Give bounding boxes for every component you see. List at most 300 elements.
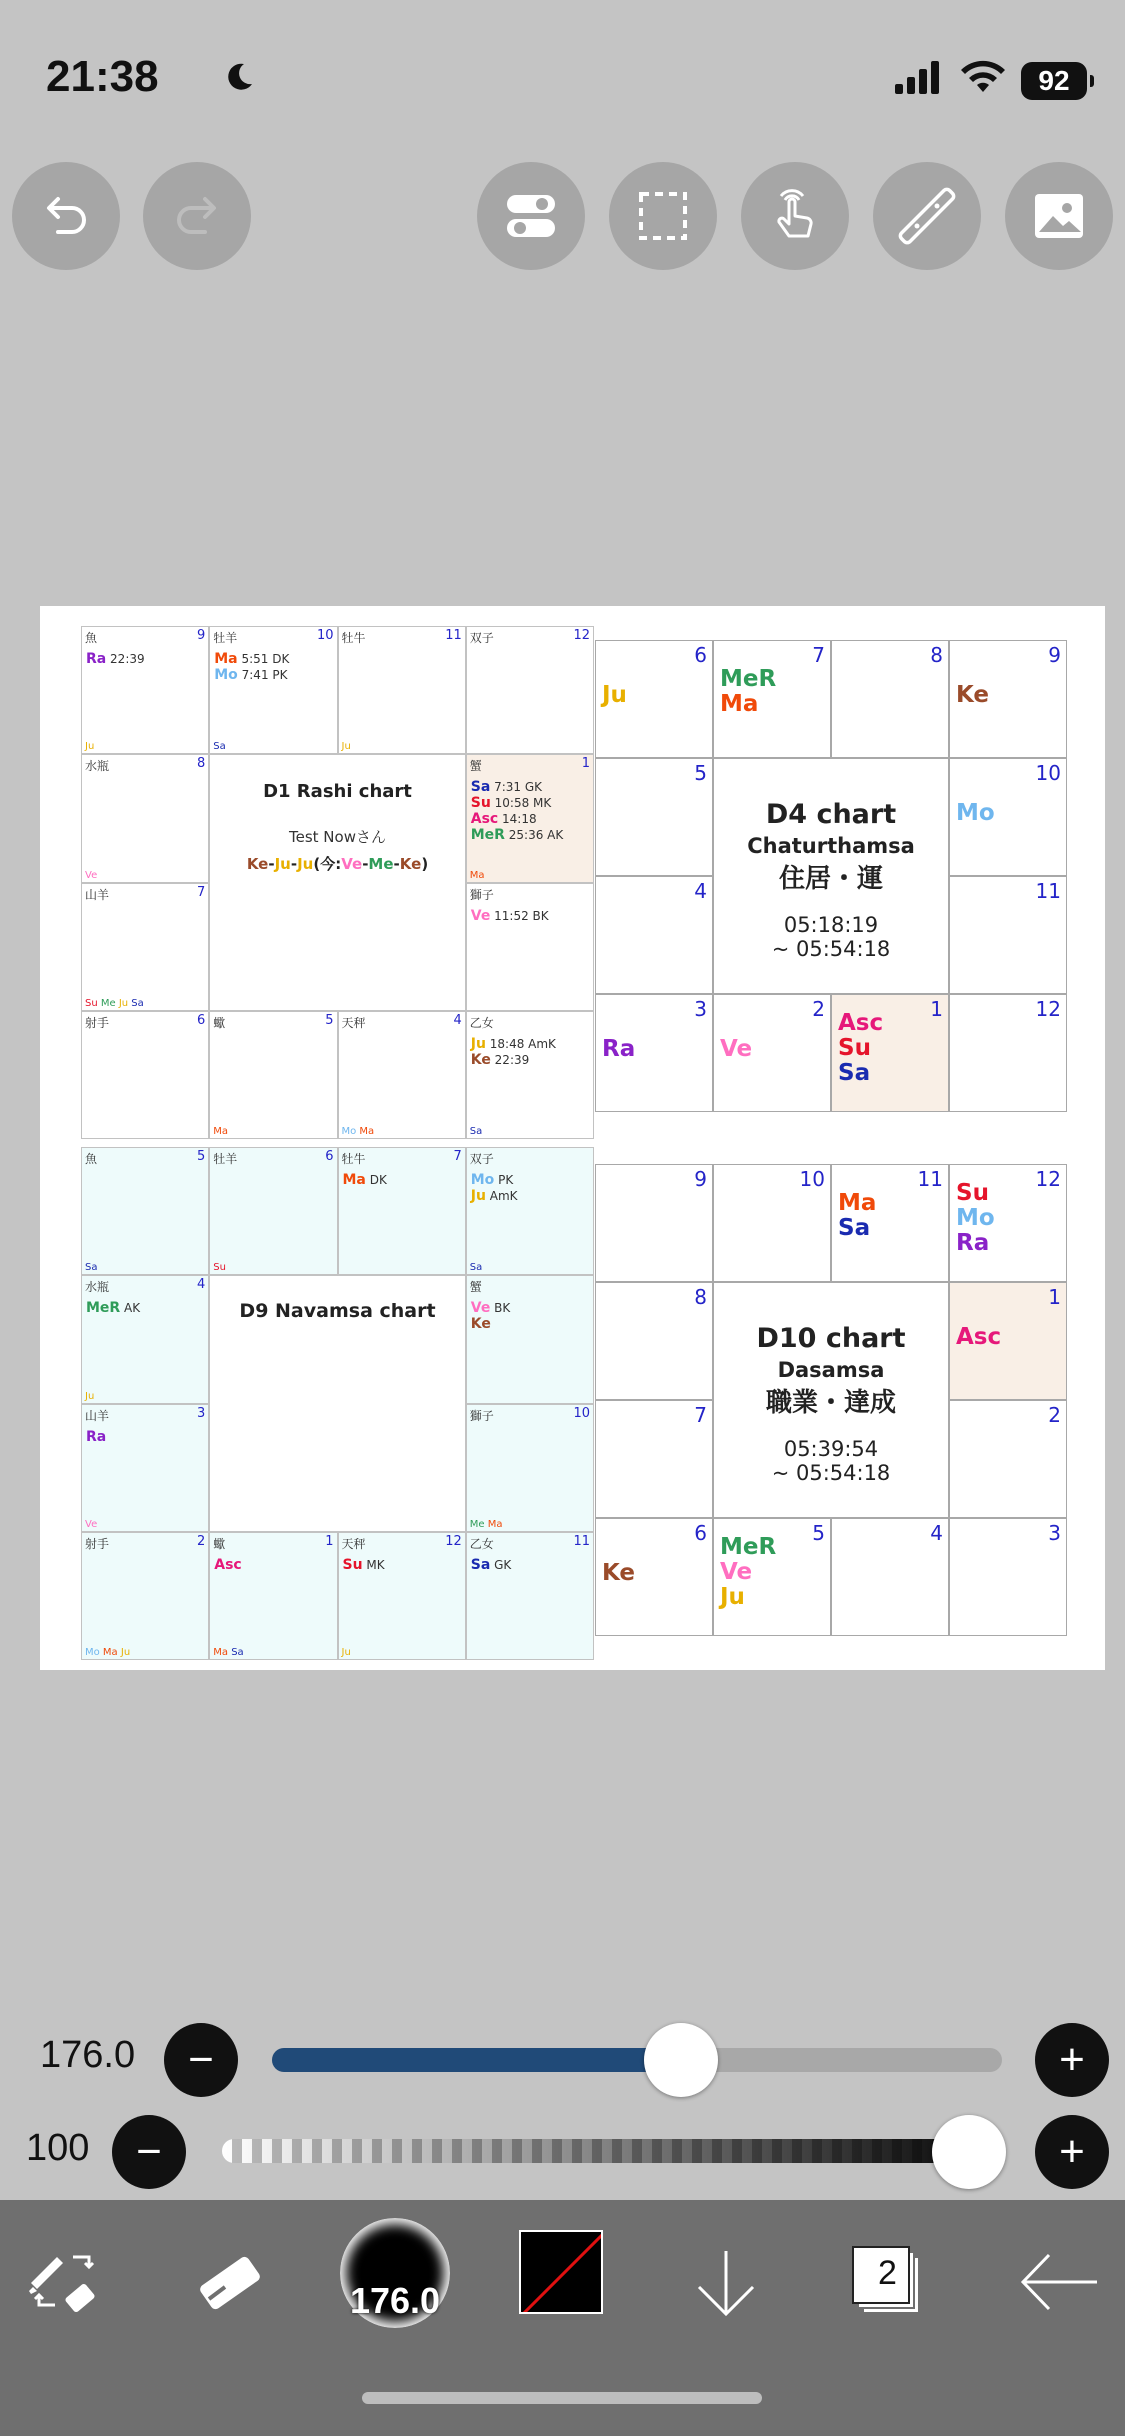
aspect-list bbox=[85, 1519, 97, 1530]
d10-center bbox=[713, 1282, 949, 1518]
planet-list bbox=[602, 683, 627, 708]
dasha-segment: Ju bbox=[297, 855, 314, 874]
sign-label: 獅子 bbox=[469, 887, 494, 902]
aspect-abbrev: Su bbox=[213, 1262, 226, 1274]
planet-degree: 22:39 bbox=[106, 652, 145, 666]
planet-abbrev: Ju bbox=[602, 682, 627, 708]
aspect-list bbox=[85, 1391, 94, 1402]
planet-entry bbox=[471, 1052, 556, 1068]
planet-abbrev: Ju bbox=[720, 1584, 745, 1610]
house-number: 5 bbox=[325, 1012, 334, 1028]
aspect-abbrev: Ju bbox=[341, 1647, 351, 1658]
sign-label: 牡羊 bbox=[213, 631, 238, 645]
planet-entry bbox=[471, 1188, 518, 1204]
house-number: 5 bbox=[812, 1521, 825, 1545]
aspect-list bbox=[470, 870, 485, 881]
house-number: 11 bbox=[1035, 879, 1061, 903]
decrease-opacity-button[interactable]: − bbox=[112, 2115, 186, 2189]
planet-degree: PK bbox=[494, 1173, 514, 1187]
planet-abbrev: Ve bbox=[720, 1559, 753, 1585]
d10-house-cell bbox=[713, 1518, 831, 1636]
planet-list bbox=[86, 651, 145, 667]
planet-list bbox=[471, 1172, 518, 1204]
house-number: 10 bbox=[573, 1405, 590, 1421]
planet-list bbox=[214, 651, 289, 683]
planet-list bbox=[720, 667, 776, 717]
clock: 21:38 bbox=[46, 52, 159, 101]
sign-label: 射手 bbox=[85, 1536, 110, 1551]
d9-house-cell bbox=[209, 1532, 337, 1660]
sign-label: 蠍 bbox=[213, 1015, 226, 1030]
aspect-abbrev: Sa bbox=[469, 1262, 483, 1274]
house-number: 5 bbox=[694, 761, 707, 785]
planet-abbrev: Ke bbox=[470, 1051, 491, 1068]
planet-abbrev: Ju bbox=[470, 1035, 486, 1052]
house-number: 2 bbox=[812, 997, 825, 1021]
layer-count: 2 bbox=[878, 2254, 897, 2292]
sign-label: 乙女 bbox=[469, 1536, 494, 1551]
sign-label: 天秤 bbox=[341, 1536, 366, 1551]
planet-degree: 7:41 PK bbox=[237, 668, 288, 682]
d4-house-cell bbox=[713, 994, 831, 1112]
planet-degree: 11:52 BK bbox=[490, 908, 549, 923]
d4-house-cell bbox=[949, 876, 1067, 994]
aspect-list bbox=[342, 1126, 375, 1137]
image-button[interactable] bbox=[1005, 162, 1113, 270]
d1-house-cell bbox=[466, 754, 594, 882]
sign-label: 水瓶 bbox=[85, 1280, 110, 1295]
aspect-list bbox=[213, 1262, 226, 1273]
house-number: 5 bbox=[196, 1149, 206, 1164]
wifi-icon bbox=[958, 58, 1008, 96]
d1-house-cell bbox=[338, 1011, 466, 1139]
aspect-abbrev: Ma bbox=[99, 1647, 118, 1658]
house-number: 6 bbox=[196, 1012, 206, 1028]
house-number: 12 bbox=[1035, 997, 1061, 1021]
planet-list bbox=[471, 908, 549, 924]
sign-label: 天秤 bbox=[341, 1015, 366, 1030]
planet-abbrev: Ma bbox=[838, 1190, 877, 1216]
sign-label: 牡羊 bbox=[213, 1152, 238, 1166]
aspect-list bbox=[213, 1126, 228, 1137]
back-button[interactable] bbox=[1010, 2234, 1106, 2330]
sign-label: 双子 bbox=[469, 631, 494, 645]
house-number: 7 bbox=[694, 1403, 707, 1427]
planet-degree: BK bbox=[490, 1301, 511, 1316]
opacity-value: 100 bbox=[26, 2127, 90, 2169]
d4-chart bbox=[595, 640, 1067, 1112]
planet-entry bbox=[471, 1557, 512, 1573]
planet-abbrev: Su bbox=[956, 1180, 989, 1206]
dasha-segment: - bbox=[362, 855, 369, 874]
house-number: 1 bbox=[1048, 1285, 1061, 1309]
dasha-segment: Ke bbox=[399, 855, 422, 874]
toggle-icon bbox=[501, 186, 561, 246]
d4-center bbox=[713, 758, 949, 994]
planet-entry bbox=[343, 1557, 385, 1573]
aspect-list bbox=[342, 741, 351, 752]
planet-abbrev: Asc bbox=[470, 811, 499, 828]
dasha-segment: (今: bbox=[313, 855, 342, 874]
sign-label: 牡牛 bbox=[341, 1152, 366, 1166]
d9-house-cell bbox=[466, 1532, 594, 1660]
d1-title: D1 Rashi chart bbox=[263, 781, 412, 803]
dasha-segment: - bbox=[268, 855, 275, 874]
house-number: 7 bbox=[196, 884, 206, 900]
planet-abbrev: Su bbox=[342, 1556, 363, 1573]
planet-abbrev: Su bbox=[470, 795, 491, 812]
no-color-slash-icon bbox=[521, 2232, 603, 2314]
house-number: 3 bbox=[196, 1405, 206, 1421]
planet-abbrev: Su bbox=[838, 1035, 871, 1061]
house-number: 2 bbox=[196, 1533, 206, 1549]
aspect-list bbox=[213, 1647, 243, 1658]
d4-house-cell bbox=[949, 640, 1067, 758]
house-number: 12 bbox=[573, 628, 590, 643]
color-swatch[interactable] bbox=[519, 2230, 603, 2314]
planet-degree: DK bbox=[365, 1173, 387, 1187]
d10-house-cell bbox=[595, 1164, 713, 1282]
dasha-segment: - bbox=[393, 855, 400, 874]
planet-entry bbox=[471, 908, 549, 924]
d4-house-cell bbox=[595, 994, 713, 1112]
home-indicator bbox=[362, 2392, 762, 2404]
d1-house-cell bbox=[209, 626, 337, 754]
house-number: 10 bbox=[316, 628, 334, 643]
house-number: 9 bbox=[1048, 643, 1061, 667]
planet-entry bbox=[471, 1172, 518, 1188]
aspect-abbrev: Me bbox=[469, 1518, 485, 1530]
house-number: 12 bbox=[445, 1533, 462, 1549]
sign-label: 山羊 bbox=[85, 1408, 110, 1423]
house-number: 9 bbox=[694, 1167, 707, 1191]
sign-label: 蟹 bbox=[469, 759, 482, 774]
planet-entry bbox=[471, 1300, 511, 1316]
planet-abbrev: Asc bbox=[956, 1324, 1002, 1350]
planet-abbrev: Sa bbox=[470, 779, 491, 796]
aspect-abbrev: Ju bbox=[117, 1647, 131, 1658]
layers-button[interactable] bbox=[840, 2234, 936, 2330]
house-number: 12 bbox=[1035, 1167, 1061, 1191]
house-number: 7 bbox=[812, 643, 825, 667]
planet-list bbox=[956, 801, 995, 826]
brush-swap-icon bbox=[21, 2239, 107, 2325]
d1-house-cell bbox=[81, 883, 209, 1011]
undo-button[interactable] bbox=[12, 162, 120, 270]
planet-abbrev: Sa bbox=[470, 1556, 491, 1573]
aspect-abbrev: Ve bbox=[85, 869, 98, 881]
planet-list bbox=[602, 1561, 635, 1586]
sign-label: 魚 bbox=[85, 631, 98, 645]
house-number: 10 bbox=[1035, 761, 1061, 785]
opacity-gradient bbox=[222, 2139, 1002, 2163]
house-number: 4 bbox=[196, 1277, 206, 1293]
house-number: 8 bbox=[930, 643, 943, 667]
d10-subtitle: Dasamsa bbox=[777, 1358, 885, 1382]
planet-abbrev: Ma bbox=[342, 1172, 366, 1188]
brush-tool-button[interactable] bbox=[16, 2234, 112, 2330]
aspect-abbrev: Ju bbox=[115, 997, 129, 1009]
planet-abbrev: Ke bbox=[602, 1560, 636, 1586]
d9-house-cell bbox=[81, 1147, 209, 1275]
house-number: 6 bbox=[325, 1149, 334, 1164]
planet-degree: MK bbox=[362, 1557, 385, 1572]
d9-house-cell bbox=[338, 1147, 466, 1275]
brush-size-preview-label: 176.0 bbox=[349, 2280, 441, 2321]
aspect-list bbox=[342, 1647, 351, 1658]
increase-size-button[interactable]: + bbox=[1035, 2023, 1109, 2097]
ruler-button[interactable] bbox=[873, 162, 981, 270]
eraser-tool-button[interactable] bbox=[182, 2234, 278, 2330]
planet-list bbox=[838, 1191, 876, 1241]
sign-label: 蠍 bbox=[213, 1536, 226, 1551]
planet-entry bbox=[471, 1316, 511, 1332]
d4-title: D4 chart bbox=[765, 799, 897, 830]
layer-down-button[interactable] bbox=[678, 2234, 774, 2330]
planet-abbrev: MeR bbox=[86, 1300, 121, 1317]
planet-list bbox=[720, 1037, 752, 1062]
d4-house-cell bbox=[713, 640, 831, 758]
planet-degree: 5:51 DK bbox=[237, 652, 290, 666]
increase-opacity-button[interactable]: + bbox=[1035, 2115, 1109, 2189]
dasha-segment: Ju bbox=[274, 855, 291, 874]
house-number: 6 bbox=[694, 643, 707, 667]
aspect-abbrev: Sa bbox=[469, 1126, 483, 1137]
gesture-button[interactable] bbox=[741, 162, 849, 270]
planet-degree: 10:58 MK bbox=[490, 796, 552, 811]
planet-list bbox=[471, 1036, 556, 1068]
planet-abbrev: Asc bbox=[838, 1010, 884, 1036]
arrow-down-icon bbox=[683, 2239, 769, 2325]
d1-house-cell bbox=[466, 1011, 594, 1139]
house-number: 11 bbox=[917, 1167, 943, 1191]
sign-label: 水瓶 bbox=[85, 759, 110, 774]
house-number: 11 bbox=[445, 628, 462, 643]
planet-abbrev: Sa bbox=[838, 1215, 871, 1241]
d1-subtitle: Test Nowさん bbox=[289, 828, 386, 847]
sign-label: 双子 bbox=[469, 1152, 494, 1166]
redo-button[interactable] bbox=[143, 162, 251, 270]
aspect-abbrev: Ju bbox=[85, 1390, 95, 1402]
planet-list bbox=[956, 1325, 1001, 1350]
house-number: 10 bbox=[799, 1167, 825, 1191]
redo-icon bbox=[167, 186, 227, 246]
house-number: 6 bbox=[694, 1521, 707, 1545]
battery-indicator: 92 bbox=[1021, 62, 1087, 100]
d1-dasha-line bbox=[210, 853, 465, 874]
planet-list bbox=[343, 1557, 385, 1573]
house-number: 2 bbox=[1048, 1403, 1061, 1427]
planet-list bbox=[956, 683, 989, 708]
aspect-abbrev: Sa bbox=[128, 997, 144, 1009]
selection-button[interactable] bbox=[609, 162, 717, 270]
aspect-list bbox=[85, 998, 144, 1009]
hand-icon bbox=[765, 186, 825, 246]
sign-label: 魚 bbox=[85, 1152, 98, 1166]
d10-japanese-label: 職業・達成 bbox=[765, 1388, 896, 1418]
aspect-abbrev: Sa bbox=[213, 741, 226, 753]
planet-abbrev: Ra bbox=[86, 1428, 107, 1445]
planet-abbrev: MeR bbox=[720, 1534, 777, 1560]
cellular-signal-icon bbox=[893, 58, 943, 96]
planet-list bbox=[471, 779, 564, 843]
aspect-abbrev: Sa bbox=[228, 1647, 244, 1658]
house-number: 3 bbox=[694, 997, 707, 1021]
planet-list bbox=[838, 1011, 883, 1086]
sign-label: 山羊 bbox=[85, 887, 110, 902]
planet-degree: 18:48 AmK bbox=[485, 1036, 556, 1051]
planet-list bbox=[602, 1037, 635, 1062]
opacity-slider-row bbox=[0, 2115, 1125, 2195]
planet-list bbox=[956, 1181, 995, 1256]
house-number: 8 bbox=[694, 1285, 707, 1309]
planet-list bbox=[720, 1535, 776, 1610]
d10-house-cell bbox=[949, 1282, 1067, 1400]
d4-house-cell bbox=[595, 876, 713, 994]
planet-abbrev: Ve bbox=[470, 907, 491, 924]
house-number: 4 bbox=[930, 1521, 943, 1545]
planet-abbrev: Ra bbox=[602, 1036, 636, 1062]
planet-degree: GK bbox=[490, 1557, 512, 1572]
aspect-abbrev: Ma bbox=[213, 1126, 229, 1137]
dasha-segment: Me bbox=[368, 855, 394, 874]
planet-list bbox=[471, 1557, 512, 1573]
aspect-list bbox=[470, 1262, 482, 1273]
aspect-abbrev: Ma bbox=[356, 1126, 375, 1137]
planet-entry bbox=[86, 1429, 106, 1445]
aspect-abbrev: Mo bbox=[341, 1126, 357, 1137]
eraser-icon bbox=[187, 2239, 273, 2325]
d9-center bbox=[209, 1275, 466, 1532]
d4-house-cell bbox=[831, 640, 949, 758]
planet-degree: AmK bbox=[485, 1189, 518, 1203]
planet-entry bbox=[471, 779, 564, 795]
d10-house-cell bbox=[595, 1282, 713, 1400]
d9-house-cell bbox=[466, 1275, 594, 1403]
planet-degree: 25:36 AK bbox=[504, 828, 564, 843]
planet-entry bbox=[86, 651, 145, 667]
sign-label: 射手 bbox=[85, 1015, 110, 1030]
d1-house-cell bbox=[466, 883, 594, 1011]
brush-size-slider-row bbox=[0, 2020, 1125, 2100]
opacity-thumb[interactable] bbox=[932, 2115, 1006, 2189]
house-number: 4 bbox=[694, 879, 707, 903]
d4-time-start: 05:18:19 bbox=[783, 913, 879, 937]
d10-house-cell bbox=[595, 1518, 713, 1636]
planet-abbrev: Ke bbox=[470, 1316, 491, 1333]
planet-entry bbox=[471, 827, 564, 843]
d4-house-cell bbox=[831, 994, 949, 1112]
d1-house-cell bbox=[209, 1011, 337, 1139]
planet-list bbox=[214, 1557, 241, 1573]
planet-entry bbox=[471, 795, 564, 811]
house-number: 9 bbox=[196, 628, 206, 643]
aspect-abbrev: Sa bbox=[85, 1262, 98, 1274]
brush-size-value: 176.0 bbox=[40, 2034, 136, 2076]
d9-house-cell bbox=[81, 1404, 209, 1532]
planet-degree: 7:31 GK bbox=[490, 780, 543, 795]
aspect-abbrev: Mo bbox=[85, 1647, 100, 1658]
dasha-segment: - bbox=[290, 855, 298, 874]
d9-house-cell bbox=[338, 1532, 466, 1660]
d1-house-cell bbox=[81, 754, 209, 882]
planet-degree: 22:39 bbox=[490, 1052, 530, 1067]
d1-house-cell bbox=[81, 626, 209, 754]
d9-house-cell bbox=[81, 1275, 209, 1403]
aspect-abbrev: Su bbox=[85, 997, 98, 1009]
ruler-icon bbox=[897, 186, 957, 246]
planet-abbrev: Ma bbox=[720, 691, 759, 717]
house-number: 3 bbox=[1048, 1521, 1061, 1545]
d9-house-cell bbox=[466, 1147, 594, 1275]
planet-abbrev: Ve bbox=[470, 1300, 491, 1317]
planet-abbrev: Mo bbox=[470, 1172, 495, 1188]
sign-label: 獅子 bbox=[469, 1408, 494, 1423]
house-number: 1 bbox=[581, 756, 590, 772]
d9-house-cell bbox=[466, 1404, 594, 1532]
status-bar bbox=[0, 0, 1125, 150]
d10-house-cell bbox=[595, 1400, 713, 1518]
d10-house-cell bbox=[713, 1164, 831, 1282]
planet-list bbox=[343, 1172, 387, 1188]
brush-size-track[interactable] bbox=[272, 2048, 1002, 2072]
dasha-segment: ) bbox=[421, 855, 429, 874]
planet-abbrev: MeR bbox=[470, 827, 505, 844]
aspect-abbrev: Ma bbox=[213, 1647, 229, 1658]
opacity-track[interactable] bbox=[222, 2139, 1002, 2163]
house-number: 1 bbox=[325, 1533, 334, 1549]
d4-house-cell bbox=[949, 758, 1067, 876]
planet-list bbox=[86, 1429, 106, 1445]
d9-house-cell bbox=[81, 1532, 209, 1660]
brush-size-fill bbox=[272, 2048, 681, 2072]
d4-subtitle: Chaturthamsa bbox=[747, 834, 915, 858]
d9-navamsa-chart bbox=[81, 1147, 594, 1660]
house-number: 1 bbox=[930, 997, 943, 1021]
aspect-list bbox=[470, 1126, 482, 1137]
aspect-abbrev: Ju bbox=[341, 741, 351, 753]
planet-abbrev: Ra bbox=[956, 1230, 990, 1256]
brush-size-preview[interactable] bbox=[340, 2218, 450, 2328]
d10-house-cell bbox=[949, 1400, 1067, 1518]
d4-house-cell bbox=[595, 758, 713, 876]
d1-house-cell bbox=[81, 1011, 209, 1139]
planet-entry bbox=[214, 651, 289, 667]
drawing-canvas[interactable] bbox=[40, 606, 1105, 1670]
aspect-list bbox=[213, 741, 225, 752]
planet-list bbox=[86, 1300, 140, 1316]
brush-size-thumb[interactable] bbox=[644, 2023, 718, 2097]
toggle-button[interactable] bbox=[477, 162, 585, 270]
planet-abbrev: Sa bbox=[838, 1060, 871, 1086]
house-number: 8 bbox=[196, 756, 206, 772]
d10-house-cell bbox=[831, 1518, 949, 1636]
planet-entry bbox=[471, 1036, 556, 1052]
d1-rashi-chart bbox=[81, 626, 594, 1139]
decrease-size-button[interactable]: − bbox=[164, 2023, 238, 2097]
planet-abbrev: Mo bbox=[956, 800, 995, 826]
dasha-segment: Ve bbox=[341, 855, 363, 874]
planet-degree: AK bbox=[120, 1301, 141, 1316]
planet-abbrev: Mo bbox=[214, 667, 238, 683]
aspect-list bbox=[470, 1519, 503, 1530]
aspect-list bbox=[85, 870, 97, 881]
aspect-abbrev: Ma bbox=[469, 869, 485, 881]
aspect-abbrev: Ju bbox=[85, 741, 95, 753]
planet-list bbox=[471, 1300, 511, 1332]
planet-entry bbox=[214, 667, 289, 683]
aspect-list bbox=[85, 1647, 130, 1658]
